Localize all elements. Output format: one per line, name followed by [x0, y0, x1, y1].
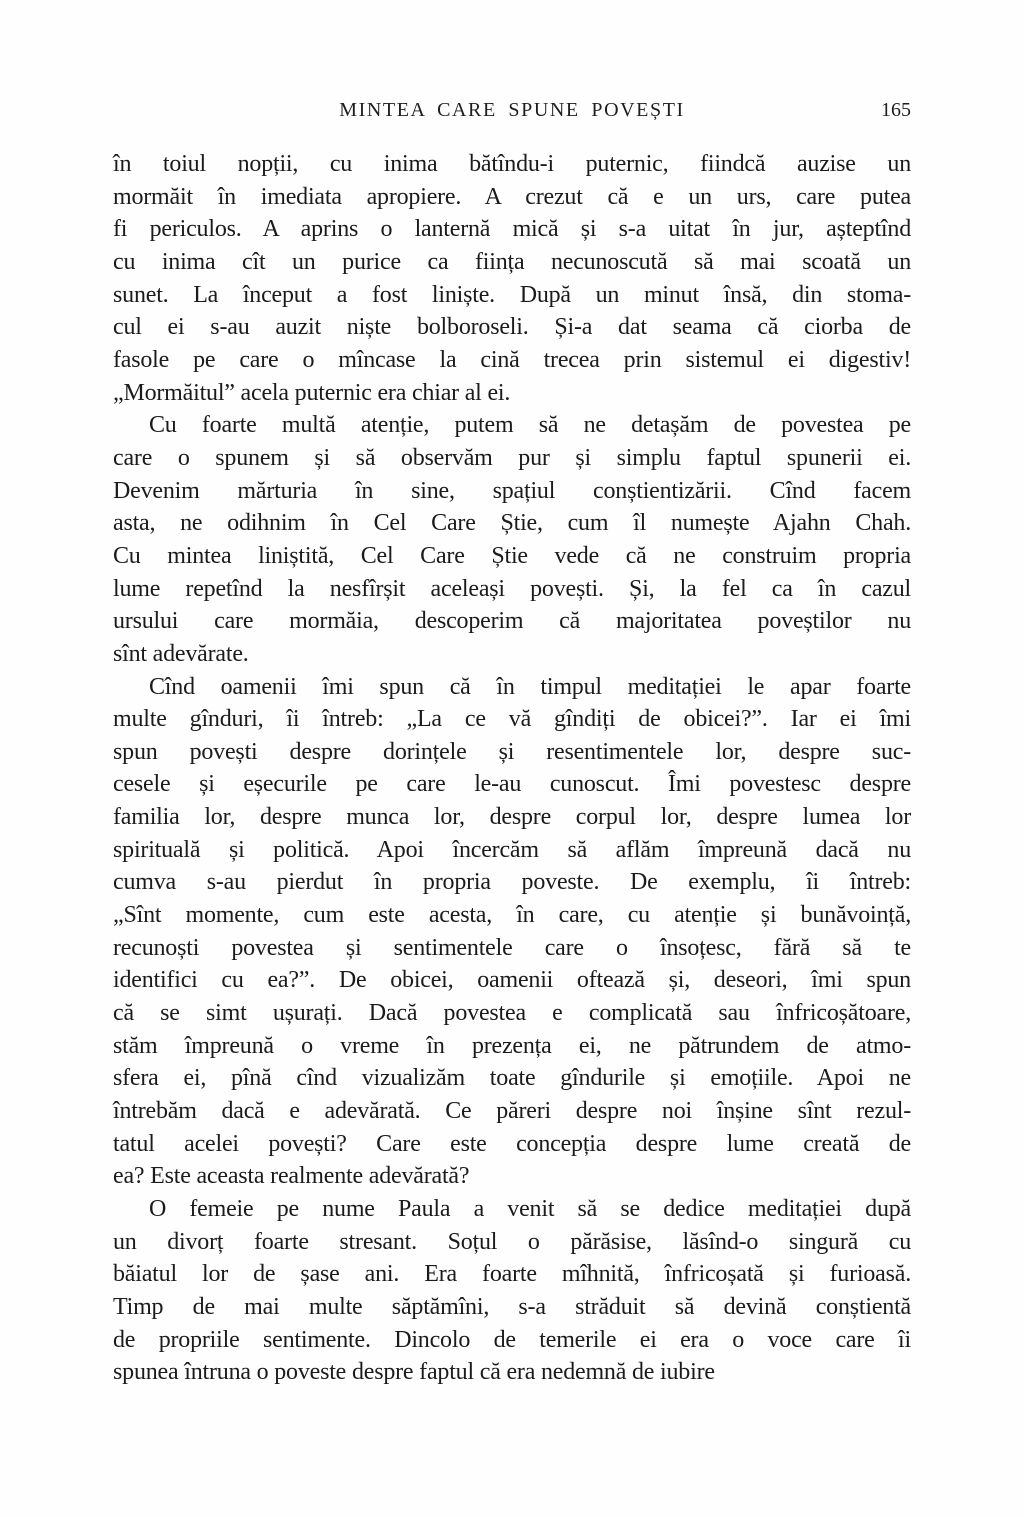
text-line: cul ei s-au auzit niște bolboroseli. Și-a dat seama că ciorba de	[113, 314, 911, 341]
text-line: Timp de mai multe săptămîni, s-a străduit să devină conștientă	[113, 1293, 911, 1320]
text-line: sînt adevărate.	[113, 640, 249, 667]
paragraph	[113, 148, 911, 409]
paragraph	[113, 409, 911, 670]
text-line: Cu foarte multă atenție, putem să ne detașăm de povestea pe	[149, 412, 911, 439]
running-title: MINTEA CARE SPUNE POVEȘTI	[339, 99, 685, 121]
page-header	[113, 96, 911, 124]
text-line: stăm împreună o vreme în prezența ei, ne pătrundem de atmo-	[113, 1032, 911, 1059]
text-line: asta, ne odihnim în Cel Care Știe, cum îl numește Ajahn Chah.	[113, 510, 911, 537]
text-line: sunet. La început a fost liniște. După un minut însă, din stoma-	[113, 281, 911, 308]
text-line: un divorț foarte stresant. Soțul o părăsise, lăsînd-o singură cu	[113, 1228, 911, 1255]
text-line: O femeie pe nume Paula a venit să se dedice meditației după	[149, 1196, 911, 1222]
text-line: băiatul lor de șase ani. Era foarte mîhnită, înfricoșată și furioasă.	[113, 1261, 911, 1288]
text-line: în toiul nopții, cu inima bătîndu-i puternic, fiindcă auzise un	[113, 151, 911, 177]
text-line: cu inima cît un purice ca ființa necunoscută să mai scoată un	[113, 248, 911, 275]
text-line: spirituală și politică. Apoi încercăm să aflăm împreună dacă nu	[113, 836, 911, 863]
text-line: mormăit în imediata apropiere. A crezut că e un urs, care putea	[113, 183, 911, 210]
text-line: care o spunem și să observăm pur și simplu faptul spunerii ei.	[113, 444, 911, 471]
text-line: recunoști povestea și sentimentele care o însoțesc, fără să te	[113, 934, 911, 961]
paragraph	[113, 1193, 911, 1389]
text-line: fasole pe care o mîncase la cină trecea prin sistemul ei digestiv!	[113, 346, 911, 373]
text-line: ursului care mormăia, descoperim că majoritatea poveștilor nu	[113, 608, 911, 635]
text-line: „Sînt momente, cum este acesta, în care, cu atenție și bunăvoință,	[113, 902, 911, 929]
text-line: Cînd oamenii îmi spun că în timpul meditației le apar foarte	[149, 673, 911, 700]
page-number: 165	[881, 99, 911, 121]
text-line: întrebăm dacă e adevărată. Ce păreri despre noi înșine sînt rezul-	[113, 1098, 911, 1125]
text-line: tatul acelei povești? Care este concepția despre lume creată de	[113, 1130, 911, 1157]
text-line: familia lor, despre munca lor, despre corpul lor, despre lumea lor	[113, 804, 911, 831]
text-line: fi periculos. A aprins o lanternă mică și s-a uitat în jur, așteptînd	[113, 216, 911, 243]
text-line: de propriile sentimente. Dincolo de temerile ei era o voce care îi	[113, 1326, 911, 1353]
text-line: multe gînduri, îi întreb: „La ce vă gîndiți de obicei?”. Iar ei îmi	[113, 706, 911, 733]
text-line: identifici cu ea?”. De obicei, oamenii oftează și, deseori, îmi spun	[113, 967, 911, 994]
text-line: Devenim mărturia în sine, spațiul conștientizării. Cînd facem	[113, 477, 911, 504]
text-line: „Mormăitul” acela puternic era chiar al ei.	[113, 379, 511, 406]
page-body	[113, 148, 911, 1389]
text-line: spunea întruna o poveste despre faptul că era nedemnă de iubire	[113, 1359, 715, 1386]
text-line: Cu mintea liniștită, Cel Care Știe vede că ne construim propria	[113, 542, 911, 569]
text-line: cesele și eșecurile pe care le-au cunoscut. Îmi povestesc despre	[113, 771, 911, 798]
text-line: spun povești despre dorințele și resentimentele lor, despre suc-	[113, 738, 911, 765]
text-line: cumva s-au pierdut în propria poveste. De exemplu, îi întreb:	[113, 869, 911, 896]
paragraph	[113, 671, 911, 1194]
text-line: ea? Este aceasta realmente adevărată?	[113, 1163, 470, 1190]
text-line: lume repetînd la nesfîrșit aceleași povești. Și, la fel ca în cazul	[113, 575, 911, 602]
text-line: sfera ei, pînă cînd vizualizăm toate gîndurile și emoțiile. Apoi ne	[113, 1065, 911, 1092]
text-line: că se simt ușurați. Dacă povestea e complicată sau înfricoșătoare,	[113, 1000, 911, 1027]
